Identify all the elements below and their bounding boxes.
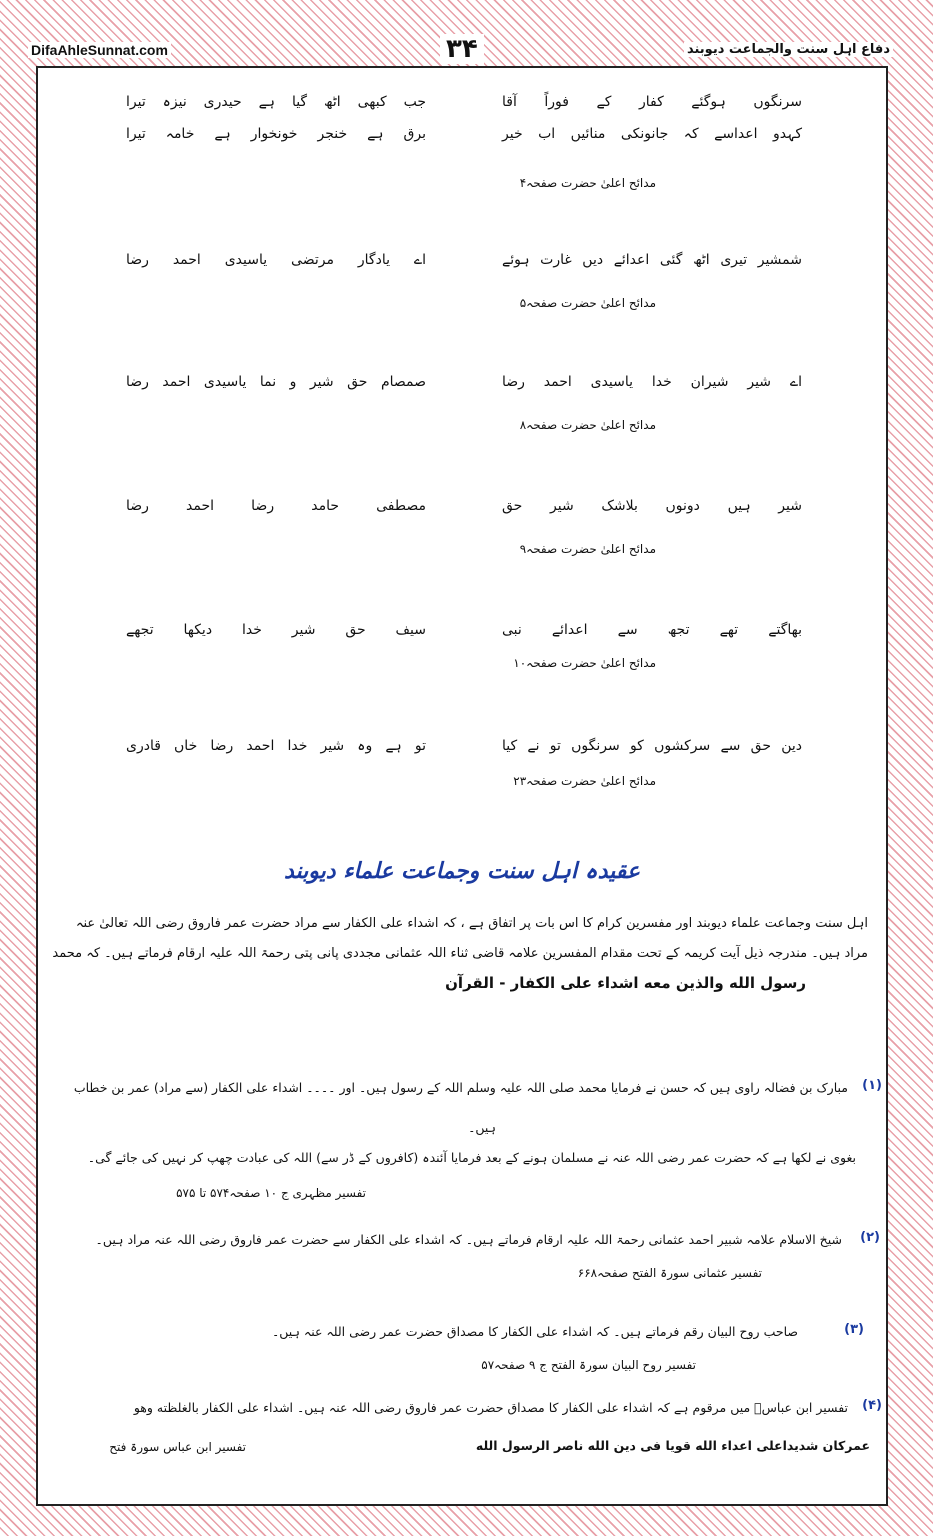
verse-line: سیف حق شیر خدا دیکھا تجھے bbox=[126, 622, 426, 638]
item-line: عمركان شديداعلى اعداء الله قويا فى دين الله ناصر الرسول الله bbox=[475, 1438, 870, 1453]
item-line: مبارک بن فضالہ راوی ہیں کہ حسن نے فرمایا محمد صلی اللہ علیہ وسلم اللہ کے رسول ہیں۔ اور ۔۔۔۔ اشداء علی الکفار (سے مراد) عمر بن خطاب bbox=[73, 1080, 848, 1095]
verse-line: تو ہے وہ شیر خدا احمد رضا خاں قادری bbox=[126, 738, 426, 754]
poem-reference: مدائح اعلیٰ حضرت صفحہ۴ bbox=[519, 176, 656, 190]
quran-verse: رسول الله والذين معه اشداء على الكفار - القرآن bbox=[445, 974, 806, 992]
verse-line: بھاگتے تھے تجھ سے اعدائے نبی bbox=[502, 622, 802, 638]
item-number: (۱) bbox=[862, 1078, 882, 1093]
couplet bbox=[38, 374, 886, 454]
page-number: ۳۴ bbox=[440, 34, 484, 64]
source-citation: تفسیر روح البیان سورۃ الفتح ج ۹ صفحہ۵۷ bbox=[481, 1358, 696, 1372]
item-number: (۲) bbox=[860, 1230, 880, 1245]
verse-line: شیر ہیں دونوں بلاشک شیر حق bbox=[502, 498, 802, 514]
site-url[interactable]: DifaAhleSunnat.com bbox=[28, 42, 171, 58]
poem-reference: مدائح اعلیٰ حضرت صفحہ۸ bbox=[519, 418, 656, 432]
verse-line: شمشیر تیری اٹھ گئی اعدائے دیں غارت ہوئے bbox=[502, 252, 802, 268]
intro-line: مراد ہیں۔ مندرجہ ذیل آیت کریمہ کے تحت مقدام المفسرین علامہ قاضی ثناء اللہ عثمانی مجددی پانی پتی رحمۃ اللہ علیہ ارقام فرماتے ہیں۔ کہ محمد bbox=[52, 946, 868, 961]
couplet bbox=[38, 738, 886, 818]
page-content bbox=[36, 66, 888, 1506]
section-heading: عقیدہ اہل سنت وجماعت علماء دیوبند bbox=[283, 858, 641, 884]
source-citation: تفسیر مظہری ج ۱۰ صفحہ۵۷۴ تا ۵۷۵ bbox=[176, 1186, 366, 1200]
item-line: شیخ الاسلام علامہ شبیر احمد عثمانی رحمۃ اللہ علیہ ارقام فرماتے ہیں۔ کہ اشداء علی الکفار سے حضرت عمر فاروق رضی اللہ عنہ مراد ہیں۔ bbox=[95, 1232, 842, 1247]
poem-reference: مدائح اعلیٰ حضرت صفحہ۱۰ bbox=[513, 656, 656, 670]
poem-reference: مدائح اعلیٰ حضرت صفحہ۲۳ bbox=[513, 774, 656, 788]
item-number: (۴) bbox=[862, 1398, 882, 1413]
couplet bbox=[38, 252, 886, 332]
intro-line: اہل سنت وجماعت علماء دیوبند اور مفسرین کرام کا اس بات پر اتفاق ہے ، کہ اشداء علی الکفار سے مراد حضرت عمر فاروق رضی اللہ تعالیٰ عنہ bbox=[75, 916, 868, 931]
verse-line: مصطفی حامد رضا احمد رضا bbox=[126, 498, 426, 514]
verse-line: سرنگوں ہوگئے کفار کے فوراً آقا bbox=[502, 94, 802, 110]
verse-line: صمصام حق شیر و نما یاسیدی احمد رضا bbox=[126, 374, 426, 390]
item-line: ہیں۔ bbox=[468, 1120, 496, 1135]
item-line: صاحب روح البیان رقم فرماتے ہیں۔ کہ اشداء علی الکفار کا مصداق حضرت عمر رضی اللہ عنہ ہیں۔ bbox=[271, 1324, 798, 1339]
source-citation: تفسیر ابن عباس سورۃ فتح bbox=[109, 1440, 246, 1454]
verse-line: جب کبھی اٹھ گیا ہے حیدری نیزہ تیرا bbox=[126, 94, 426, 110]
verse-line: برق ہے خنجر خونخوار ہے خامہ تیرا bbox=[126, 126, 426, 142]
source-citation: تفسیر عثمانی سورۃ الفتح صفحہ۶۶۸ bbox=[577, 1266, 762, 1280]
verse-line: اے یادگار مرتضی یاسیدی احمد رضا bbox=[126, 252, 426, 268]
item-number: (۳) bbox=[844, 1322, 864, 1337]
poem-reference: مدائح اعلیٰ حضرت صفحہ۵ bbox=[519, 296, 656, 310]
page-header bbox=[0, 0, 933, 64]
couplet bbox=[38, 622, 886, 702]
item-line: تفسیر ابن عباسؓ میں مرقوم ہے کہ اشداء علی الکفار کا مصداق حضرت عمر فاروق رضی اللہ عنہ ہیں۔ اشداء على الكفار بالغلظته وهو bbox=[133, 1400, 848, 1415]
verse-line: اے شیر شیران خدا یاسیدی احمد رضا bbox=[502, 374, 802, 390]
item-line: بغوی نے لکھا ہے کہ حضرت عمر رضی اللہ عنہ نے مسلمان ہونے کے بعد فرمایا آئندہ (کافروں کے ڈر سے) اللہ کی عبادت چھپ کر نہیں کی جائے گی۔ bbox=[87, 1150, 856, 1165]
verse-line: دین حق سے سرکشوں کو سرنگوں تو نے کیا bbox=[502, 738, 802, 754]
book-title: دفاع اہل سنت والجماعت دیوبند bbox=[684, 42, 893, 57]
verse-line: کہدو اعداسے کہ جانونکی منائیں اب خیر bbox=[502, 126, 802, 142]
couplet bbox=[38, 94, 886, 190]
poem-reference: مدائح اعلیٰ حضرت صفحہ۹ bbox=[519, 542, 656, 556]
couplet bbox=[38, 498, 886, 578]
